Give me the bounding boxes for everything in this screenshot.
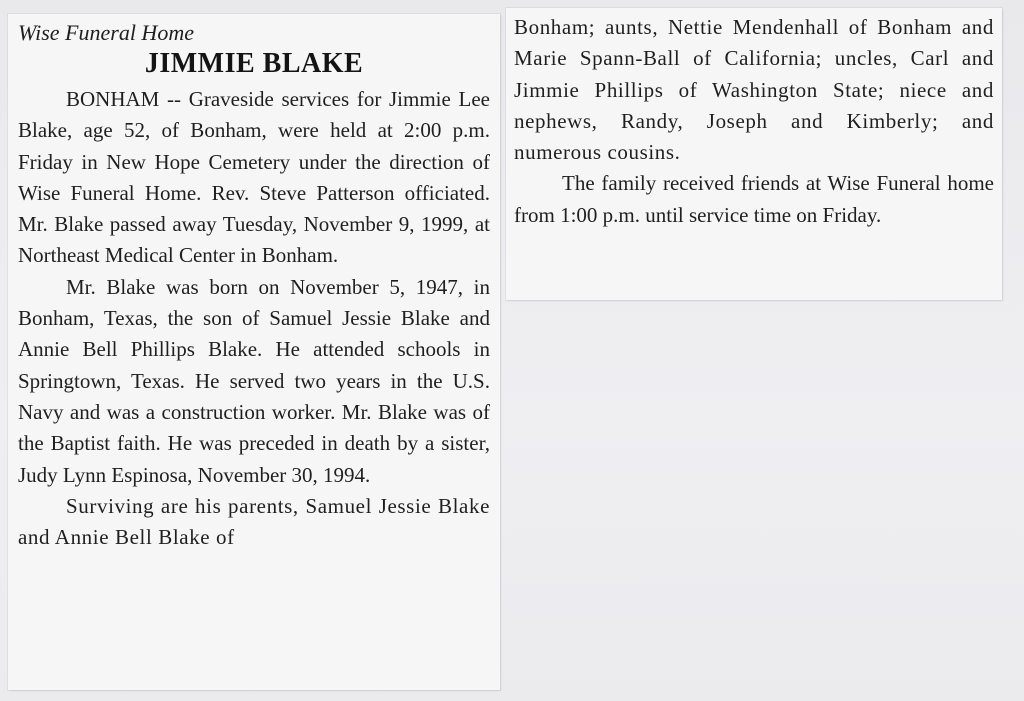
- funeral-home-header: Wise Funeral Home: [18, 20, 194, 45]
- clipping-left-column: [8, 14, 500, 690]
- clipping-right-column: [506, 8, 1002, 300]
- obituary-paragraph-visitation: The family received friends at Wise Funeral home from 1:00 p.m. until service time on Friday.: [514, 171, 994, 227]
- obituary-paragraph-survivors-start: Surviving are his parents, Samuel Jessie Blake and Annie Bell Blake of: [18, 493, 490, 550]
- right-column-content: [514, 12, 994, 231]
- obituary-paragraph-biography: Mr. Blake was born on November 5, 1947, in Bonham, Texas, the son of Samuel Jessie Blake and Annie Bell Phillips Blake. He attended schools in Springtown, Texas. He served two years in the U.S. Navy and was a construction worker. Mr. Blake was of the Baptist faith. He was preceded in death by a sister, Judy Lynn Espinosa, November 30, 1994.: [18, 274, 490, 487]
- left-column-content: [18, 20, 490, 553]
- obituary-paragraph-services: BONHAM -- Graveside services for Jimmie Lee Blake, age 52, of Bonham, were held at 2:00 p.m. Friday in New Hope Cemetery under the direction of Wise Funeral Home. Rev. Steve Patterson officiated. Mr. Blake passed away Tuesday, November 9, 1999, at Northeast Medical Center in Bonham.: [18, 87, 490, 268]
- obituary-title: JIMMIE BLAKE: [144, 48, 364, 79]
- obituary-paragraph-survivors-continued: Bonham; aunts, Nettie Mendenhall of Bonham and Marie Spann-Ball of California; uncles, Carl and Jimmie Phillips of Washington State; niece and nephews, Randy, Joseph and Kimberly; and numerous cousins.: [514, 15, 994, 165]
